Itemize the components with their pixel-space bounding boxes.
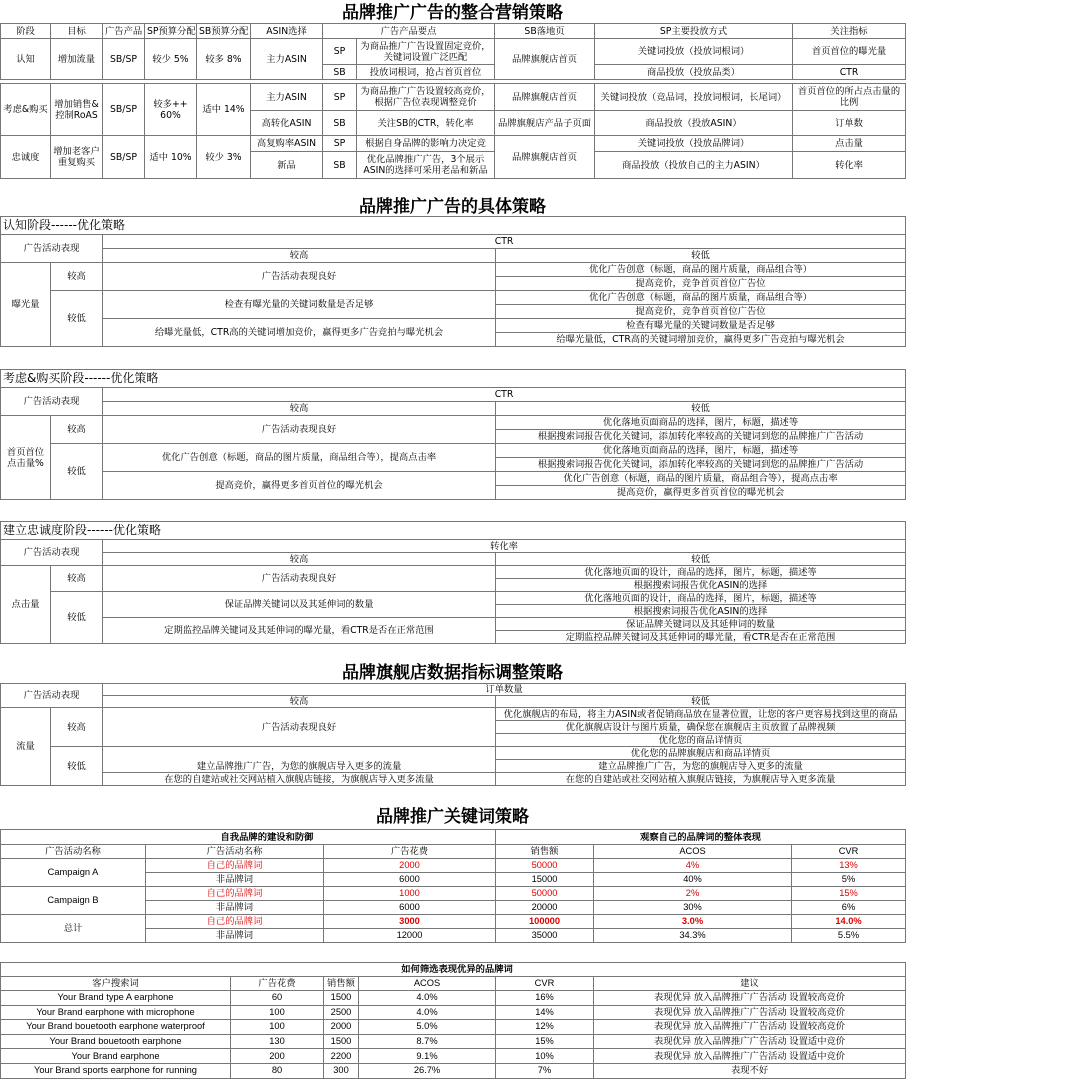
cvr-cell: 13% [792,859,906,873]
strategy-cell: 广告活动表现良好 [103,566,496,592]
sb-budget-cell: 较少 3% [197,136,251,179]
low-header: 较低 [496,249,906,263]
table-row [1,915,906,929]
col-header: 广告活动名称 [1,845,146,859]
sp-budget-cell: 较少 5% [145,39,197,80]
ad-type-cell: SP [323,136,357,152]
low-header: 较低 [496,402,906,416]
strategy-cell: 根据搜索词报告优化关键词，添加转化率较高的关键词到您的品牌推广广告活动 [496,430,906,444]
search-term: Your Brand earphone with microphone [1,1005,231,1020]
sales-cell: 20000 [496,901,594,915]
row-label: 曝光量 [1,263,51,347]
acos-cell: 26.7% [359,1063,496,1078]
table-row [1,991,906,1006]
product-cell: SB/SP [103,84,145,136]
strategy-cell: 提高竞价，赢得更多首页首位的曝光机会 [103,472,496,500]
cvr-cell: 15% [792,887,906,901]
sales-cell: 300 [324,1063,359,1078]
advice-cell: 表现优异 放入品牌推广广告活动 设置较高竞价 [594,1005,906,1020]
col-header: ACOS [359,977,496,991]
store-metrics-table [0,683,906,786]
spend-cell: 100 [231,1005,324,1020]
col-header: 关注指标 [793,24,906,39]
strategy-cell: 广告活动表现良好 [103,708,496,747]
cvr-cell: 14.0% [792,915,906,929]
cvr-cell: 14% [496,1005,594,1020]
sub-high-label: 较高 [51,416,103,444]
corner-cell: 广告活动表现 [1,684,103,708]
ad-type-cell: SP [323,39,357,65]
table-row [1,39,906,65]
consideration-optimization-table [0,369,906,500]
strategy-cell: 优化您的品牌旗舰店和商品详情页 [496,747,906,760]
metric-cell: 点击量 [793,136,906,152]
method-cell: 关键词投放（投放品牌词） [595,136,793,152]
table-row [1,1005,906,1020]
metric-cell: 转化率 [793,152,906,179]
ad-point-cell: 为商品推广广告设置较高竞价，根据广告位表现调整竞价 [357,84,495,111]
strategy-cell: 优化您的商品详情页 [496,734,906,747]
ad-point-cell: 关注SB的CTR，转化率 [357,111,495,136]
title-keyword-strategy: 品牌推广关键词策略 [376,807,529,827]
spend-cell: 200 [231,1049,324,1064]
stage-cell: 忠诚度 [1,136,51,179]
table-row [1,887,906,901]
acos-cell: 5.0% [359,1020,496,1035]
sales-cell: 100000 [496,915,594,929]
strategy-cell: 优化广告创意（标题，商品的图片质量，商品组合等），提高点击率 [496,472,906,486]
col-header: 目标 [51,24,103,39]
advice-cell: 表现优异 放入品牌推广广告活动 设置较高竞价 [594,991,906,1006]
keyword-type: 自己的品牌词 [146,915,324,929]
strategy-cell: 优化旗舰店的布局，将主力ASIN或者促销商品放在显著位置，让您的客户更容易找到这里的商品 [496,708,906,721]
strategy-cell: 提高竞价，竞争首页首位广告位 [496,305,906,319]
loyalty-optimization-table [0,521,906,644]
strategy-cell: 检查有曝光量的关键词数量是否足够 [496,319,906,333]
table-row [1,859,906,873]
col-header: ASIN选择 [251,24,323,39]
product-cell: SB/SP [103,39,145,80]
strategy-cell: 根据搜索词报告优化ASIN的选择 [496,605,906,618]
col-header: SP主要投放方式 [595,24,793,39]
cvr-cell: 16% [496,991,594,1006]
asin-cell: 高复购率ASIN [251,136,323,152]
title-integrated-strategy: 品牌推广广告的整合营销策略 [342,3,563,23]
sales-cell: 1500 [324,991,359,1006]
ad-type-cell: SB [323,65,357,80]
high-header: 较高 [103,696,496,708]
spend-cell: 60 [231,991,324,1006]
strategy-cell: 广告活动表现良好 [103,263,496,291]
strategy-cell: 建立品牌推广广告，为您的旗舰店导入更多的流量 [496,760,906,773]
integrated-strategy-table [0,23,906,179]
strategy-cell: 提高竞价，赢得更多首页首位的曝光机会 [496,486,906,500]
sub-low-label: 较低 [51,592,103,644]
strategy-cell: 给曝光量低，CTR高的关键词增加竞价，赢得更多广告竞拍与曝光机会 [496,333,906,347]
search-term: Your Brand bouetooth earphone waterproof [1,1020,231,1035]
title-specific-strategy: 品牌推广广告的具体策略 [359,197,546,217]
asin-cell: 新品 [251,152,323,179]
strategy-cell: 优化广告创意（标题，商品的图片质量，商品组合等） [496,263,906,277]
sales-cell: 35000 [496,929,594,943]
sub-low-label: 较低 [51,291,103,347]
sp-budget-cell: 适中 10% [145,136,197,179]
sales-cell: 15000 [496,873,594,887]
corner-cell: 广告活动表现 [1,540,103,566]
keyword-type: 非品牌词 [146,873,324,887]
spend-cell: 3000 [324,915,496,929]
method-cell: 关键词投放（竞品词，投放词根词，长尾词） [595,84,793,111]
strategy-cell: 给曝光量低，CTR高的关键词增加竞价，赢得更多广告竞拍与曝光机会 [103,319,496,347]
metric-header: 转化率 [103,540,906,553]
advice-cell: 表现不好 [594,1063,906,1078]
strategy-cell: 提高竞价，竞争首页首位广告位 [496,277,906,291]
table-title: 如何筛选表现优异的品牌词 [1,963,906,977]
cvr-cell: 6% [792,901,906,915]
table-header-row [1,845,906,859]
strategy-cell: 检查有曝光量的关键词数量是否足够 [103,291,496,319]
col-header: 客户搜索词 [1,977,231,991]
spend-cell: 6000 [324,901,496,915]
awareness-optimization-table [0,216,906,347]
goal-cell: 增加流量 [51,39,103,80]
method-cell: 商品投放（投放品类） [595,65,793,80]
strategy-cell: 优化落地页面商品的选择，图片，标题，描述等 [496,416,906,430]
col-header: CVR [792,845,906,859]
sales-cell: 50000 [496,859,594,873]
keyword-type: 自己的品牌词 [146,859,324,873]
high-header: 较高 [103,249,496,263]
asin-cell: 主力ASIN [251,39,323,80]
strategy-cell: 优化落地页面的设计，商品的选择，图片，标题，描述等 [496,592,906,605]
ad-point-cell: 根据自身品牌的影响力决定竞 [357,136,495,152]
table-row [1,136,906,152]
method-cell: 关键词投放（投放词根词） [595,39,793,65]
cvr-cell: 5.5% [792,929,906,943]
strategy-cell: 建立品牌推广广告，为您的旗舰店导入更多的流量 [103,747,496,773]
ad-point-cell: 投放词根词，抢占首页首位 [357,65,495,80]
right-section-header: 观察自己的品牌词的整体表现 [496,830,906,845]
metric-header: CTR [103,235,906,249]
cvr-cell: 5% [792,873,906,887]
row-label: 流量 [1,708,51,786]
strategy-cell: 保证品牌关键词以及其延伸词的数量 [103,592,496,618]
corner-cell: 广告活动表现 [1,235,103,263]
goal-cell: 增加销售&控制RoAS [51,84,103,136]
spend-cell: 1000 [324,887,496,901]
acos-cell: 4.0% [359,1005,496,1020]
section-title: 认知阶段------优化策略 [1,217,906,235]
low-header: 较低 [496,696,906,708]
sb-budget-cell: 较多 8% [197,39,251,80]
acos-cell: 3.0% [594,915,792,929]
search-term: Your Brand sports earphone for running [1,1063,231,1078]
strategy-cell: 定期监控品牌关键词及其延伸词的曝光量，看CTR是否在正常范围 [103,618,496,644]
strategy-cell: 在您的自建站或社交网站植入旗舰店链接，为旗舰店导入更多流量 [103,773,496,786]
acos-cell: 2% [594,887,792,901]
col-header: ACOS [594,845,792,859]
sub-low-label: 较低 [51,444,103,500]
spend-cell: 12000 [324,929,496,943]
method-cell: 商品投放（投放ASIN） [595,111,793,136]
spend-cell: 80 [231,1063,324,1078]
sub-high-label: 较高 [51,263,103,291]
sub-high-label: 较高 [51,566,103,592]
table-row [1,1034,906,1049]
sp-budget-cell: 较多++ 60% [145,84,197,136]
spend-cell: 130 [231,1034,324,1049]
strategy-cell: 优化广告创意（标题，商品的图片质量，商品组合等），提高点击率 [103,444,496,472]
asin-cell: 高转化ASIN [251,111,323,136]
stage-cell: 认知 [1,39,51,80]
table-row [1,1049,906,1064]
cvr-cell: 7% [496,1063,594,1078]
ad-point-cell: 优化品牌推广广告，3个展示ASIN的选择可采用老品和新品 [357,152,495,179]
acos-cell: 30% [594,901,792,915]
acos-cell: 4.0% [359,991,496,1006]
search-terms-table [0,962,906,1079]
acos-cell: 4% [594,859,792,873]
cvr-cell: 12% [496,1020,594,1035]
search-term: Your Brand bouetooth earphone [1,1034,231,1049]
total-label: 总计 [1,915,146,943]
search-term: Your Brand type A earphone [1,991,231,1006]
campaign-name: Campaign B [1,887,146,915]
cvr-cell: 10% [496,1049,594,1064]
keyword-type: 非品牌词 [146,929,324,943]
strategy-cell: 优化广告创意（标题，商品的图片质量，商品组合等） [496,291,906,305]
keyword-type: 自己的品牌词 [146,887,324,901]
landing-cell: 品牌旗舰店首页 [495,84,595,111]
strategy-cell: 广告活动表现良好 [103,416,496,444]
table-header-row [1,977,906,991]
asin-cell: 主力ASIN [251,84,323,111]
advice-cell: 表现优异 放入品牌推广广告活动 设置适中竞价 [594,1034,906,1049]
sub-low-label: 较低 [51,747,103,786]
col-header: CVR [496,977,594,991]
landing-cell: 品牌旗舰店产品子页面 [495,111,595,136]
row-label: 点击量 [1,566,51,644]
col-header: SB预算分配 [197,24,251,39]
landing-cell: 品牌旗舰店首页 [495,39,595,80]
stage-cell: 考虑&购买 [1,84,51,136]
spend-cell: 2000 [324,859,496,873]
table-row [1,1020,906,1035]
col-header: 销售额 [324,977,359,991]
campaign-name: Campaign A [1,859,146,887]
row-label: 首页首位点击量% [1,416,51,500]
col-header: SP预算分配 [145,24,197,39]
table-row [1,84,906,111]
spend-cell: 100 [231,1020,324,1035]
strategy-cell: 在您的自建站或社交网站植入旗舰店链接，为旗舰店导入更多流量 [496,773,906,786]
sales-cell: 2000 [324,1020,359,1035]
metric-cell: 订单数 [793,111,906,136]
metric-header: CTR [103,388,906,402]
metric-cell: 首页首位的所占点击量的比例 [793,84,906,111]
section-title: 建立忠诚度阶段------优化策略 [1,522,906,540]
advice-cell: 表现优异 放入品牌推广广告活动 设置较高竞价 [594,1020,906,1035]
strategy-cell: 优化落地页面的设计，商品的选择，图片，标题，描述等 [496,566,906,579]
search-term: Your Brand earphone [1,1049,231,1064]
ad-point-cell: 为商品推广广告设置固定竞价，关键词设置广泛匹配 [357,39,495,65]
sales-cell: 1500 [324,1034,359,1049]
table-row [1,1063,906,1078]
corner-cell: 广告活动表现 [1,388,103,416]
title-store-metrics: 品牌旗舰店数据指标调整策略 [342,663,563,683]
strategy-cell: 优化落地页面商品的选择，图片，标题，描述等 [496,444,906,458]
col-header: 阶段 [1,24,51,39]
product-cell: SB/SP [103,136,145,179]
section-title: 考虑&购买阶段------优化策略 [1,370,906,388]
high-header: 较高 [103,402,496,416]
advice-cell: 表现优异 放入品牌推广广告活动 设置适中竞价 [594,1049,906,1064]
brand-keyword-table [0,829,906,943]
col-header: 销售额 [496,845,594,859]
col-header: 广告花费 [231,977,324,991]
col-header: 广告产品要点 [323,24,495,39]
strategy-cell: 定期监控品牌关键词及其延伸词的曝光量，看CTR是否在正常范围 [496,631,906,644]
table-header-row [1,24,906,39]
spend-cell: 6000 [324,873,496,887]
strategy-cell: 优化旗舰店设计与图片质量，确保您在旗舰店主页放置了品牌视频 [496,721,906,734]
metric-header: 订单数量 [103,684,906,696]
goal-cell: 增加老客户重复购买 [51,136,103,179]
acos-cell: 9.1% [359,1049,496,1064]
low-header: 较低 [496,553,906,566]
sales-cell: 2200 [324,1049,359,1064]
acos-cell: 34.3% [594,929,792,943]
left-section-header: 自我品牌的建设和防御 [1,830,496,845]
col-header: 广告花费 [324,845,496,859]
sb-budget-cell: 适中 14% [197,84,251,136]
keyword-type: 非品牌词 [146,901,324,915]
metric-cell: 首页首位的曝光量 [793,39,906,65]
ad-type-cell: SP [323,84,357,111]
acos-cell: 8.7% [359,1034,496,1049]
ad-type-cell: SB [323,111,357,136]
metric-cell: CTR [793,65,906,80]
sales-cell: 50000 [496,887,594,901]
ad-type-cell: SB [323,152,357,179]
acos-cell: 40% [594,873,792,887]
landing-cell: 品牌旗舰店首页 [495,136,595,179]
col-header: 建议 [594,977,906,991]
cvr-cell: 15% [496,1034,594,1049]
sub-high-label: 较高 [51,708,103,747]
col-header: 广告产品 [103,24,145,39]
method-cell: 商品投放（投放自己的主力ASIN） [595,152,793,179]
strategy-cell: 保证品牌关键词以及其延伸词的数量 [496,618,906,631]
sales-cell: 2500 [324,1005,359,1020]
col-header: 广告活动名称 [146,845,324,859]
strategy-cell: 根据搜索词报告优化关键词，添加转化率较高的关键词到您的品牌推广广告活动 [496,458,906,472]
high-header: 较高 [103,553,496,566]
strategy-cell: 根据搜索词报告优化ASIN的选择 [496,579,906,592]
col-header: SB落地页 [495,24,595,39]
